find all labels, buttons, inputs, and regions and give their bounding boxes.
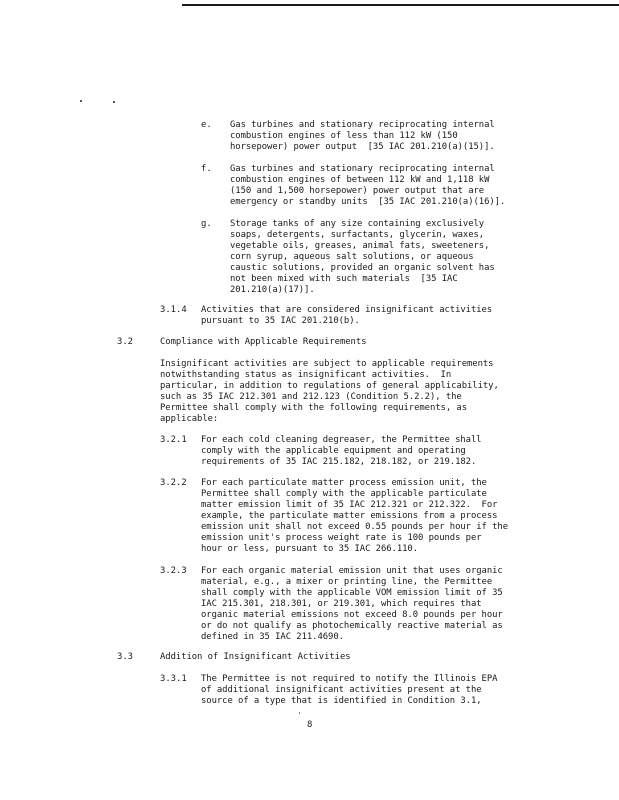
item-f-line-3: (150 and 1,500 horsepower) power output that are: [230, 186, 485, 196]
subsection-3-2-2-line-2: Permittee shall comply with the applicable particulate: [201, 489, 487, 499]
subsection-number-3-1-4: 3.1.4: [160, 305, 187, 315]
subsection-3-3-1-line-1: The Permittee is not required to notify the Illinois EPA: [201, 674, 498, 684]
item-g-line-2: soaps, detergents, surfactants, glycerin, waxes,: [230, 230, 485, 240]
item-label-f: f.: [201, 164, 212, 174]
subsection-3-2-3-line-7: defined in 35 IAC 211.4690.: [201, 632, 344, 642]
subsection-number-3-2-1: 3.2.1: [160, 435, 187, 445]
subsection-3-2-2-line-7: hour or less, pursuant to 35 IAC 266.110.: [201, 544, 419, 554]
subsection-3-2-2-line-4: example, the particulate matter emissions from a process: [201, 511, 498, 521]
subsection-3-2-3-line-3: shall comply with the applicable VOM emission limit of 35: [201, 588, 503, 598]
subsection-number-3-2-2: 3.2.2: [160, 478, 187, 488]
item-g-line-6: not been mixed with such materials [35 IAC: [230, 274, 458, 284]
subsection-3-2-2-line-6: emission unit's process weight rate is 100 pounds per: [201, 533, 482, 543]
top-border-line: [182, 4, 619, 6]
section-3-2-intro-line-5: Permittee shall comply with the following requirements, as: [160, 403, 468, 413]
section-number-3-3: 3.3: [117, 652, 134, 662]
subsection-3-2-3-line-1: For each organic material emission unit that uses organic: [201, 566, 503, 576]
item-label-e: e.: [201, 120, 212, 130]
item-g-line-4: corn syrup, aqueous salt solutions, or aqueous: [230, 252, 474, 262]
item-g-line-3: vegetable oils, greases, animal fats, sweeteners,: [230, 241, 490, 251]
item-g-line-1: Storage tanks of any size containing exclusively: [230, 219, 485, 229]
subsection-3-2-2-line-5: emission unit shall not exceed 0.55 pounds per hour if the: [201, 522, 509, 532]
section-3-2-intro-line-1: Insignificant activities are subject to applicable requirements: [160, 359, 494, 369]
section-3-2-intro-line-3: particular, in addition to regulations of general applicability,: [160, 381, 499, 391]
subsection-number-3-2-3: 3.2.3: [160, 566, 187, 576]
subsection-number-3-3-1: 3.3.1: [160, 674, 187, 684]
item-g-line-5: caustic solutions, provided an organic solvent has: [230, 263, 495, 273]
subsection-3-3-1-line-2: of additional insignificant activities present at the: [201, 685, 482, 695]
section-3-2-heading: Compliance with Applicable Requirements: [160, 337, 367, 347]
item-label-g: g.: [201, 219, 212, 229]
section-3-2-intro-line-6: applicable:: [160, 414, 219, 424]
scan-speck: [113, 101, 115, 103]
subsection-3-2-3-line-4: IAC 215.301, 218.301, or 219.301, which requires that: [201, 599, 482, 609]
subsection-3-2-1-line-2: comply with the applicable equipment and operating: [201, 446, 466, 456]
item-e-line-1: Gas turbines and stationary reciprocating internal: [230, 120, 495, 130]
section-3-2-intro-line-4: such as 35 IAC 212.301 and 212.123 (Condition 5.2.2), the: [160, 392, 462, 402]
page-number: 8: [307, 720, 313, 730]
scan-speck: [299, 712, 300, 714]
subsection-3-2-3-line-5: organic material emissions not exceed 8.0 pounds per hour: [201, 610, 503, 620]
scan-speck: [80, 100, 82, 102]
item-f-line-4: emergency or standby units [35 IAC 201.210(a)(16)].: [230, 197, 506, 207]
subsection-3-2-3-line-2: material, e.g., a mixer or printing line, the Permittee: [201, 577, 493, 587]
item-g-line-7: 201.210(a)(17)].: [230, 285, 315, 295]
subsection-3-2-2-line-3: matter emission limit of 35 IAC 212.321 or 212.322. For: [201, 500, 498, 510]
subsection-3-1-4-line-1: Activities that are considered insignificant activities: [201, 305, 493, 315]
subsection-3-2-1-line-3: requirements of 35 IAC 215.182, 218.182, or 219.182.: [201, 457, 477, 467]
item-e-line-3: horsepower) power output [35 IAC 201.210(a)(15)].: [230, 142, 495, 152]
item-f-line-2: combustion engines of between 112 kW and 1,118 kW: [230, 175, 490, 185]
subsection-3-1-4-line-2: pursuant to 35 IAC 201.210(b).: [201, 316, 360, 326]
subsection-3-2-3-line-6: or do not qualify as photochemically reactive material as: [201, 621, 503, 631]
item-e-line-2: combustion engines of less than 112 kW (150: [230, 131, 458, 141]
section-number-3-2: 3.2: [117, 337, 134, 347]
section-3-2-intro-line-2: notwithstanding status as insignificant activities. In: [160, 370, 452, 380]
subsection-3-2-1-line-1: For each cold cleaning degreaser, the Permittee shall: [201, 435, 482, 445]
subsection-3-3-1-line-3: source of a type that is identified in Condition 3.1,: [201, 696, 482, 706]
item-f-line-1: Gas turbines and stationary reciprocating internal: [230, 164, 495, 174]
subsection-3-2-2-line-1: For each particulate matter process emission unit, the: [201, 478, 487, 488]
section-3-3-heading: Addition of Insignificant Activities: [160, 652, 351, 662]
